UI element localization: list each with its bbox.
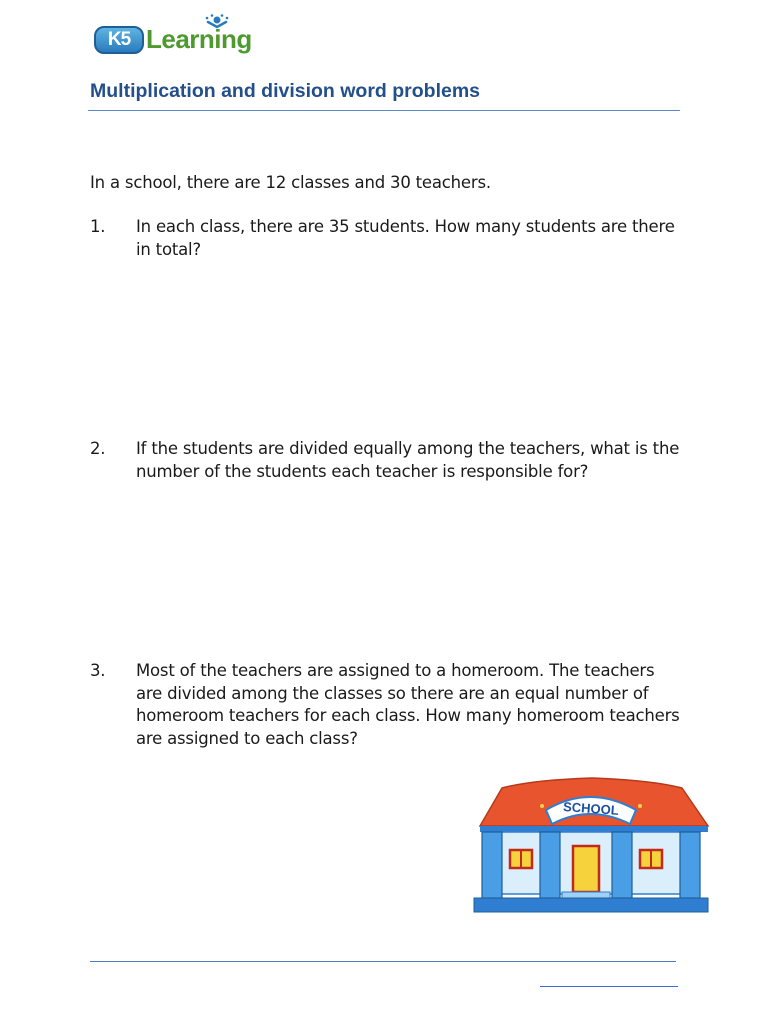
question-text: Most of the teachers are assigned to a homeroom. The teachers are divided among the classes so there are an equal number of homeroom teachers for each class. How many homeroom teachers are assigned to each class? [136, 661, 680, 748]
question-2 [90, 438, 680, 483]
logo-wordmark: Learning [146, 24, 252, 54]
logo-figure-icon [202, 14, 232, 36]
footer-link-underline[interactable] [540, 986, 678, 987]
question-number: 1. [90, 217, 106, 236]
question-number: 2. [90, 439, 106, 458]
k5-learning-logo [94, 14, 264, 60]
title-divider [88, 110, 680, 111]
footer-divider [90, 961, 676, 962]
question-number: 3. [90, 661, 106, 680]
question-text: In each class, there are 35 students. How many students are there in total? [136, 217, 675, 259]
logo-k5-badge: K5 [94, 26, 144, 54]
question-3 [90, 660, 680, 750]
question-1 [90, 216, 680, 261]
school-building-icon [472, 776, 710, 916]
school-sign-text: SCHOOL [562, 799, 620, 818]
intro-text: In a school, there are 12 classes and 30 teachers. [90, 173, 491, 192]
question-text: If the students are divided equally among the teachers, what is the number of the students each teacher is responsible for? [136, 439, 680, 481]
page-title: Multiplication and division word problems [90, 80, 481, 102]
